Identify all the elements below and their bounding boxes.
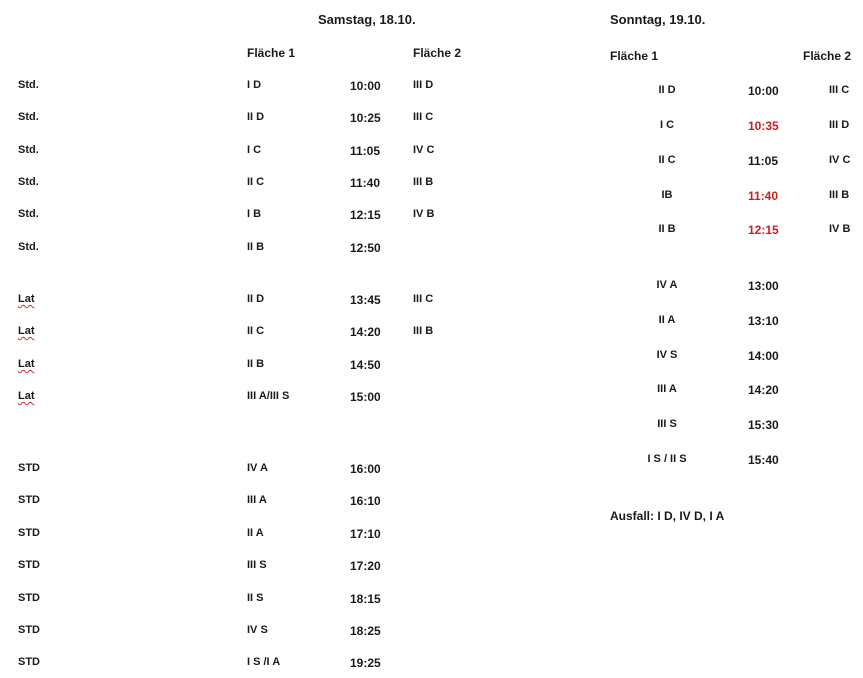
sunday-row-time-highlighted: 12:15	[748, 223, 779, 237]
saturday-row-type: STD	[18, 592, 40, 604]
saturday-row-type: STD	[18, 624, 40, 636]
sunday-row-time: 15:30	[748, 418, 779, 432]
sunday-row-court1: III A	[657, 383, 677, 395]
saturday-row-time: 18:25	[350, 624, 381, 638]
saturday-row-court1: III S	[247, 559, 267, 571]
saturday-row-time: 14:20	[350, 325, 381, 339]
saturday-row-court2: IV B	[413, 208, 435, 220]
saturday-row-court2: IV C	[413, 144, 435, 156]
saturday-row-type: Lat	[18, 358, 35, 370]
saturday-court2-header: Fläche 2	[413, 46, 462, 60]
saturday-row-time: 12:50	[350, 241, 381, 255]
saturday-row-time: 16:10	[350, 494, 381, 508]
saturday-row-court1: I C	[247, 144, 262, 156]
sunday-row-court1: II C	[658, 154, 676, 166]
saturday-row-time: 14:50	[350, 358, 381, 372]
saturday-court1-header: Fläche 1	[247, 46, 296, 60]
saturday-row-court1: II S	[247, 592, 264, 604]
sunday-row-time: 13:00	[748, 279, 779, 293]
saturday-title: Samstag, 18.10.	[318, 12, 416, 27]
sunday-row-time-highlighted: 10:35	[748, 119, 779, 133]
sunday-row-court2: IV B	[829, 223, 851, 235]
saturday-row-court1: II D	[247, 293, 265, 305]
saturday-row-time: 10:00	[350, 79, 381, 93]
saturday-row-court2: III B	[413, 325, 434, 337]
saturday-row-type: Std.	[18, 111, 39, 123]
saturday-row-court1: II C	[247, 176, 265, 188]
sunday-title: Sonntag, 19.10.	[610, 12, 706, 27]
sunday-row-court2: III D	[829, 119, 850, 131]
saturday-row-court1: II B	[247, 241, 265, 253]
cancellation-note: Ausfall: I D, IV D, I A	[610, 509, 725, 523]
saturday-row-court1: IV A	[247, 462, 268, 474]
saturday-row-type: STD	[18, 462, 40, 474]
sunday-row-time-highlighted: 11:40	[748, 189, 779, 203]
sunday-row-court1: IV S	[656, 349, 678, 361]
saturday-row-time: 12:15	[350, 208, 381, 222]
sunday-row-time: 14:00	[748, 349, 779, 363]
saturday-row-type: Std.	[18, 79, 39, 91]
sunday-row-court1: I C	[659, 119, 675, 131]
sunday-row-court1: II A	[658, 314, 676, 326]
saturday-row-court1: IV S	[247, 624, 268, 636]
saturday-row-time: 17:10	[350, 527, 381, 541]
saturday-row-type: Std.	[18, 176, 39, 188]
saturday-row-court1: II C	[247, 325, 265, 337]
saturday-row-time: 10:25	[350, 111, 381, 125]
sunday-row-court1: II D	[658, 84, 676, 96]
saturday-row-court1: I B	[247, 208, 262, 220]
sunday-row-court2: IV C	[829, 154, 851, 166]
saturday-row-court1: III A/III S	[247, 390, 290, 402]
saturday-row-time: 11:40	[350, 176, 381, 190]
sunday-court2-header: Fläche 2	[803, 49, 852, 63]
saturday-row-time: 11:05	[350, 144, 381, 158]
sunday-row-court2: III C	[829, 84, 850, 96]
sunday-row-time: 10:00	[748, 84, 779, 98]
saturday-row-time: 15:00	[350, 390, 381, 404]
saturday-row-type: STD	[18, 656, 40, 668]
saturday-row-court2: III C	[413, 293, 434, 305]
sunday-row-court1: I S / II S	[647, 453, 687, 465]
sunday-row-court1: III S	[657, 418, 677, 430]
saturday-row-type: Lat	[18, 293, 35, 305]
saturday-row-court1: III A	[247, 494, 267, 506]
saturday-row-court1: II D	[247, 111, 265, 123]
sunday-row-time: 11:05	[748, 154, 779, 168]
saturday-row-type: Std.	[18, 241, 39, 253]
saturday-row-type: Std.	[18, 144, 39, 156]
sunday-row-court1: II B	[658, 223, 676, 235]
sunday-court1-header: Fläche 1	[610, 49, 659, 63]
saturday-row-type: STD	[18, 494, 40, 506]
saturday-row-time: 17:20	[350, 559, 381, 573]
sunday-row-court1: IV A	[656, 279, 678, 291]
saturday-row-court2: III D	[413, 79, 434, 91]
saturday-row-type: Lat	[18, 390, 35, 402]
saturday-row-type: Lat	[18, 325, 35, 337]
saturday-row-court1: I D	[247, 79, 262, 91]
saturday-row-type: Std.	[18, 208, 39, 220]
saturday-row-time: 16:00	[350, 462, 381, 476]
saturday-row-type: STD	[18, 527, 40, 539]
sunday-row-time: 14:20	[748, 383, 779, 397]
saturday-row-time: 19:25	[350, 656, 381, 670]
sunday-row-court1: IB	[661, 189, 673, 201]
saturday-row-time: 18:15	[350, 592, 381, 606]
sunday-row-court2: III B	[829, 189, 850, 201]
saturday-row-court1: I S /I A	[247, 656, 281, 668]
saturday-row-court1: II B	[247, 358, 265, 370]
saturday-row-court1: II A	[247, 527, 264, 539]
sunday-row-time: 13:10	[748, 314, 779, 328]
sunday-row-time: 15:40	[748, 453, 779, 467]
saturday-row-time: 13:45	[350, 293, 381, 307]
saturday-row-court2: III B	[413, 176, 434, 188]
saturday-row-type: STD	[18, 559, 40, 571]
saturday-row-court2: III C	[413, 111, 434, 123]
